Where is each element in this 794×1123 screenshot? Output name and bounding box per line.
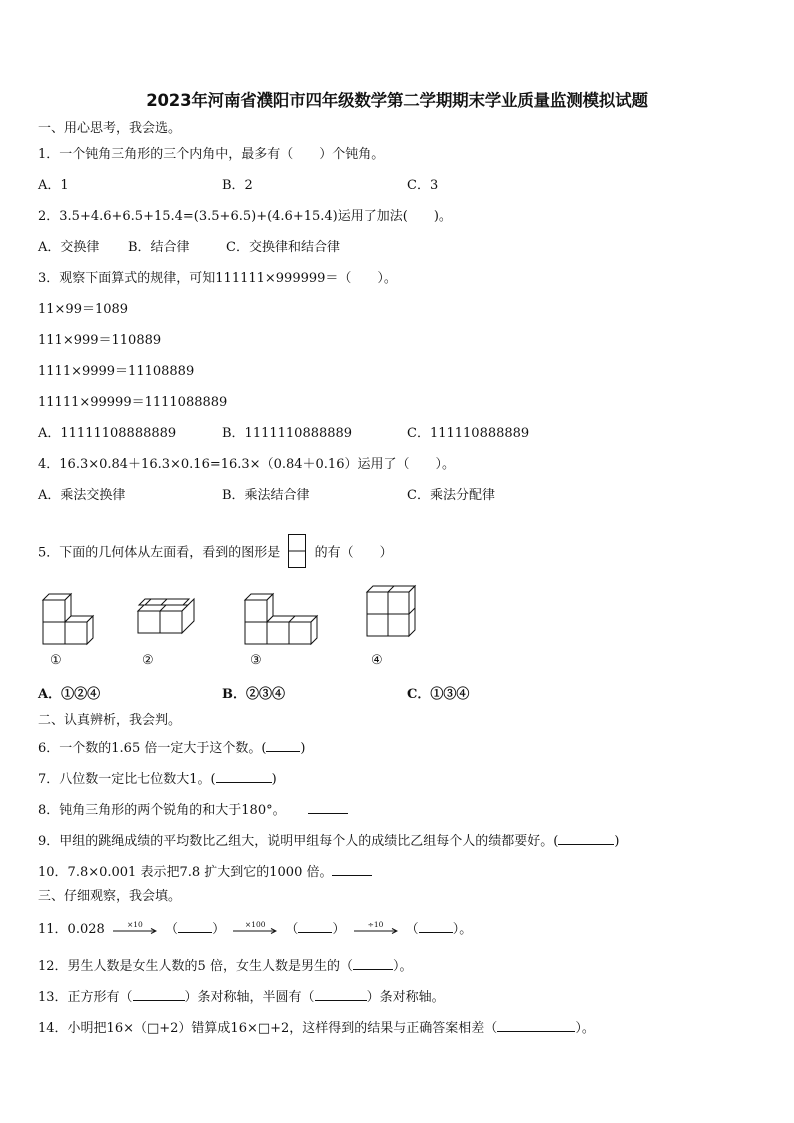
question-1-option-b[interactable]: B．2: [222, 178, 253, 193]
question-2-stem: 2．3.5+4.6+6.5+15.4=(3.5+6.5)+(4.6+15.4)运用了加法( )。: [38, 209, 452, 224]
paren-open: （: [405, 922, 419, 937]
question-13-part-c: ）条对称轴。: [366, 990, 445, 1005]
question-3-stem: 3．观察下面算式的规律，可知111111×999999＝（ ）。: [38, 271, 397, 286]
question-5-option-b[interactable]: B．②③④: [222, 687, 285, 702]
question-7: [38, 770, 277, 788]
question-4-option-c[interactable]: C．乘法分配律: [407, 488, 495, 503]
answer-blank[interactable]: [353, 957, 393, 970]
question-11-end: 。: [459, 922, 473, 937]
question-4-stem: 4．16.3×0.84＋16.3×0.16=16.3×（0.84＋0.16）运用了（ ）。: [38, 457, 455, 472]
paren-close: ）: [212, 922, 226, 937]
question-8-text: 8．钝角三角形的两个锐角的和大于180°。: [38, 803, 286, 818]
question-13: [38, 988, 445, 1006]
arrow-label: ×10: [126, 919, 143, 929]
question-3-pattern-line: 11111×99999＝1111088889: [38, 395, 228, 410]
answer-blank[interactable]: [216, 770, 272, 783]
answer-blank[interactable]: [133, 988, 185, 1001]
cube-figure-3-icon: [242, 592, 320, 650]
cube-figure-2-icon: [135, 597, 197, 639]
question-3-option-b[interactable]: B．1111110888889: [222, 426, 353, 441]
question-14-end: ）。: [575, 1021, 595, 1036]
question-9-text: 9．甲组的跳绳成绩的平均数比乙组大，说明甲组每个人的成绩比乙组每个人的绩都要好。(: [38, 834, 559, 849]
question-5-stem-start: 5．下面的几何体从左面看，看到的图形是: [38, 545, 281, 561]
question-6: [38, 739, 306, 757]
question-5-option-c[interactable]: C．①③④: [407, 687, 470, 702]
question-3-option-c[interactable]: C．111110888889: [407, 426, 530, 441]
answer-blank[interactable]: [315, 988, 367, 1001]
question-7-text: 7．八位数一定比七位数大1。(: [38, 772, 216, 787]
question-1-stem: 1．一个钝角三角形的三个内角中，最多有（ ）个钝角。: [38, 147, 385, 162]
question-1-option-c[interactable]: C．3: [407, 178, 439, 193]
question-9-close: ): [614, 834, 620, 849]
section-2-heading: 二、认真辨析，我会判。: [38, 713, 182, 728]
cube-figure-4-icon: [364, 584, 418, 640]
paren-open: （: [285, 922, 299, 937]
question-12-end: ）。: [392, 959, 413, 974]
figure-label-3: ③: [250, 653, 262, 668]
multiply-100-arrow-icon: [233, 919, 277, 937]
question-8: [38, 801, 348, 819]
paren-open: （: [165, 922, 179, 937]
question-3-option-a[interactable]: A．11111108888889: [38, 426, 177, 441]
question-3-pattern-line: 111×999＝110889: [38, 333, 162, 348]
divide-10-arrow-icon: [354, 919, 398, 937]
question-2-option-c[interactable]: C．交换律和结合律: [226, 240, 340, 255]
question-14: [38, 1019, 595, 1037]
question-12: [38, 957, 412, 975]
question-11: [38, 920, 472, 938]
question-10: [38, 863, 372, 881]
arrow-label: ×100: [244, 919, 266, 929]
answer-blank[interactable]: [497, 1019, 575, 1032]
paren-close: ）: [452, 922, 460, 937]
figure-label-4: ④: [371, 653, 383, 668]
cube-figure-1-icon: [40, 592, 96, 650]
figure-label-2: ②: [142, 653, 154, 668]
question-5-stem: [38, 536, 393, 570]
answer-blank[interactable]: [419, 920, 453, 933]
question-9: [38, 832, 619, 850]
question-13-part-b: ）条对称轴，半圆有（: [184, 990, 315, 1005]
question-7-close: ): [271, 772, 277, 787]
answer-blank[interactable]: [266, 739, 300, 752]
question-6-close: ): [300, 741, 306, 756]
question-4-option-a[interactable]: A．乘法交换律: [38, 488, 126, 503]
arrow-label: ÷10: [367, 919, 384, 929]
question-5-option-a[interactable]: A．①②④: [38, 687, 101, 702]
section-1-heading: 一、用心思考，我会选。: [38, 121, 182, 136]
question-14-text: 14．小明把16×（□+2）错算成16×□+2，这样得到的结果与正确答案相差（: [38, 1021, 498, 1036]
page-title: 2023年河南省濮阳市四年级数学第二学期期末学业质量监测模拟试题: [146, 91, 648, 110]
answer-blank[interactable]: [332, 863, 372, 876]
question-5-stem-end: 的有（ ）: [314, 545, 393, 561]
question-3-pattern-line: 1111×9999＝11108889: [38, 364, 195, 379]
question-6-text: 6．一个数的1.65 倍一定大于这个数。(: [38, 741, 267, 756]
question-4-option-b[interactable]: B．乘法结合律: [222, 488, 310, 503]
left-view-shape-icon: [288, 534, 306, 568]
answer-blank[interactable]: [558, 832, 614, 845]
answer-blank[interactable]: [178, 920, 212, 933]
answer-blank[interactable]: [308, 801, 348, 814]
question-1-option-a[interactable]: A．1: [38, 178, 69, 193]
question-11-start: 11．0.028: [38, 922, 105, 937]
section-3-heading: 三、仔细观察，我会填。: [38, 889, 182, 904]
figure-label-1: ①: [50, 653, 62, 668]
question-12-text: 12．男生人数是女生人数的5 倍，女生人数是男生的（: [38, 959, 353, 974]
question-2-option-a[interactable]: A．交换律: [38, 240, 100, 255]
multiply-10-arrow-icon: [113, 919, 157, 937]
answer-blank[interactable]: [298, 920, 332, 933]
question-10-text: 10．7.8×0.001 表示把7.8 扩大到它的1000 倍。: [38, 865, 333, 880]
question-2-option-b[interactable]: B．结合律: [128, 240, 190, 255]
question-3-pattern-line: 11×99＝1089: [38, 302, 129, 317]
paren-close: ）: [332, 922, 346, 937]
question-13-part-a: 13．正方形有（: [38, 990, 133, 1005]
